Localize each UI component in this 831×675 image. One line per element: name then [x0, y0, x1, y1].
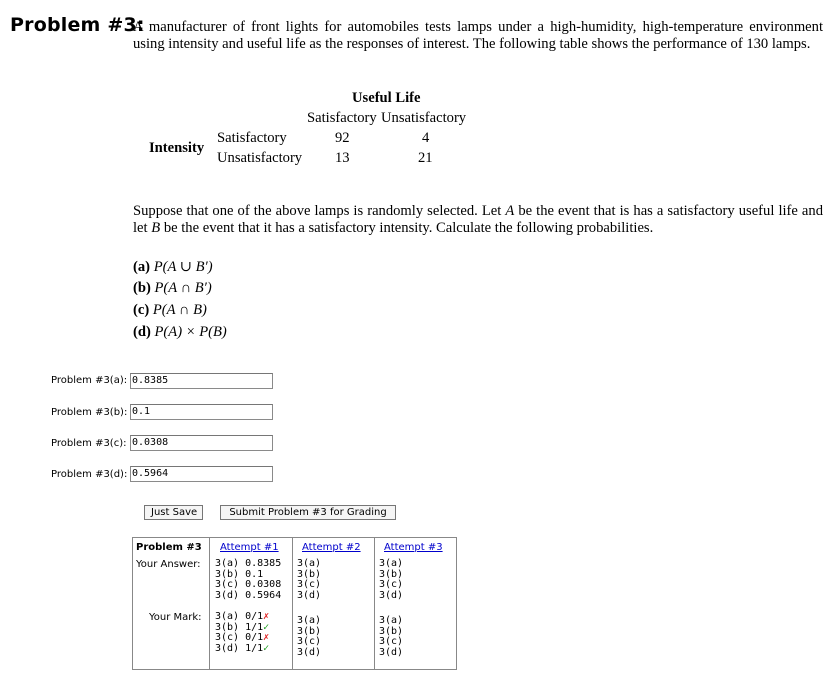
attempt-answer: 3(a) 0.8385	[215, 558, 282, 569]
attempt-2-link[interactable]: Attempt #2	[302, 542, 361, 553]
table-cell: 4	[422, 130, 430, 146]
attempt-mark: 3(b) 1/1✓	[215, 621, 270, 633]
attempt-answer: 3(c) 0.0308	[215, 579, 282, 590]
table-cell: 21	[418, 150, 433, 166]
attempt-2-marks	[297, 616, 321, 658]
attempt-answer: 3(c)	[297, 579, 322, 590]
attempt-answer: 3(d) 0.5964	[215, 589, 282, 601]
answer-label-d: Problem #3(d):	[51, 469, 128, 480]
table-cell: 13	[335, 150, 350, 166]
attempt-answer: 3(a)	[297, 558, 322, 569]
attempt-mark: 3(a)	[297, 615, 322, 626]
table-row-satisfactory: Satisfactory	[217, 130, 287, 146]
answer-label-c: Problem #3(c):	[51, 438, 127, 449]
attempt-mark: 3(c)	[379, 636, 404, 647]
attempt-answer: 3(d)	[379, 589, 404, 601]
attempt-mark: 3(b)	[379, 625, 404, 637]
attempt-3-link[interactable]: Attempt #3	[384, 542, 443, 553]
answer-label-b: Problem #3(b):	[51, 407, 128, 418]
your-answer-label: Your Answer:	[136, 559, 201, 570]
answer-input-a[interactable]	[130, 373, 273, 389]
submit-for-grading-button[interactable]: Submit Problem #3 for Grading	[220, 505, 396, 520]
question-part-d: (d) P(A) × P(B)	[133, 324, 227, 340]
attempt-answer: 3(b)	[379, 568, 404, 580]
table-column-satisfactory: Satisfactory	[307, 110, 377, 126]
table-column-unsatisfactory: Unsatisfactory	[381, 110, 467, 126]
just-save-button[interactable]: Just Save	[144, 505, 203, 520]
attempt-1-answers	[215, 559, 281, 601]
attempt-mark: 3(a)	[379, 615, 404, 626]
attempt-answer: 3(a)	[379, 558, 404, 569]
attempt-1-link[interactable]: Attempt #1	[220, 542, 279, 553]
check-mark-icon: ✓	[263, 642, 270, 654]
attempt-mark: 3(d)	[379, 646, 404, 658]
question-text: Suppose that one of the above lamps is randomly selected. Let A be the event that is has a satisfactory useful life and let B be the event that it has a satisfactory intensity. Calculate the following probabilities.	[133, 203, 824, 236]
question-part-a: (a) P(A ∪ B′)	[133, 259, 213, 275]
attempt-answer: 3(c)	[379, 579, 404, 590]
question-part-c: (c) P(A ∩ B)	[133, 302, 207, 318]
attempts-table	[132, 537, 457, 670]
answer-label-a: Problem #3(a):	[51, 375, 128, 386]
attempt-mark: 3(d) 1/1✓	[215, 642, 270, 654]
wrong-mark-icon: ✗	[263, 632, 270, 643]
attempt-mark: 3(b)	[297, 625, 322, 637]
answer-input-b[interactable]	[130, 404, 273, 420]
problem-statement: A manufacturer of front lights for automobiles tests lamps under a high-humidity, high-temperature environment using intensity and useful life as the responses of interest. The following table shows the performance of 130 lamps.	[133, 19, 823, 52]
table-row-unsatisfactory: Unsatisfactory	[217, 150, 303, 166]
table-column-header: Useful Life	[352, 90, 421, 106]
attempt-answer: 3(b) 0.1	[215, 568, 264, 580]
wrong-mark-icon: ✗	[263, 611, 270, 622]
table-row-header: Intensity	[149, 140, 205, 156]
attempt-mark: 3(c) 0/1✗	[215, 632, 270, 643]
attempt-3-marks	[379, 616, 403, 658]
attempt-2-answers	[297, 559, 321, 601]
attempt-mark: 3(a) 0/1✗	[215, 611, 270, 622]
attempt-mark: 3(c)	[297, 636, 322, 647]
problem-heading: Problem #3:	[10, 14, 145, 36]
attempt-3-answers	[379, 559, 403, 601]
question-part-b: (b) P(A ∩ B′)	[133, 280, 212, 296]
attempt-1-marks	[215, 612, 269, 654]
answer-input-d[interactable]	[130, 466, 273, 482]
attempt-answer: 3(d)	[297, 589, 322, 601]
attempt-answer: 3(b)	[297, 568, 322, 580]
answer-input-c[interactable]	[130, 435, 273, 451]
attempt-mark: 3(d)	[297, 646, 322, 658]
check-mark-icon: ✓	[263, 621, 270, 633]
your-mark-label: Your Mark:	[149, 612, 202, 623]
attempts-title: Problem #3	[136, 542, 202, 553]
table-cell: 92	[335, 130, 350, 146]
